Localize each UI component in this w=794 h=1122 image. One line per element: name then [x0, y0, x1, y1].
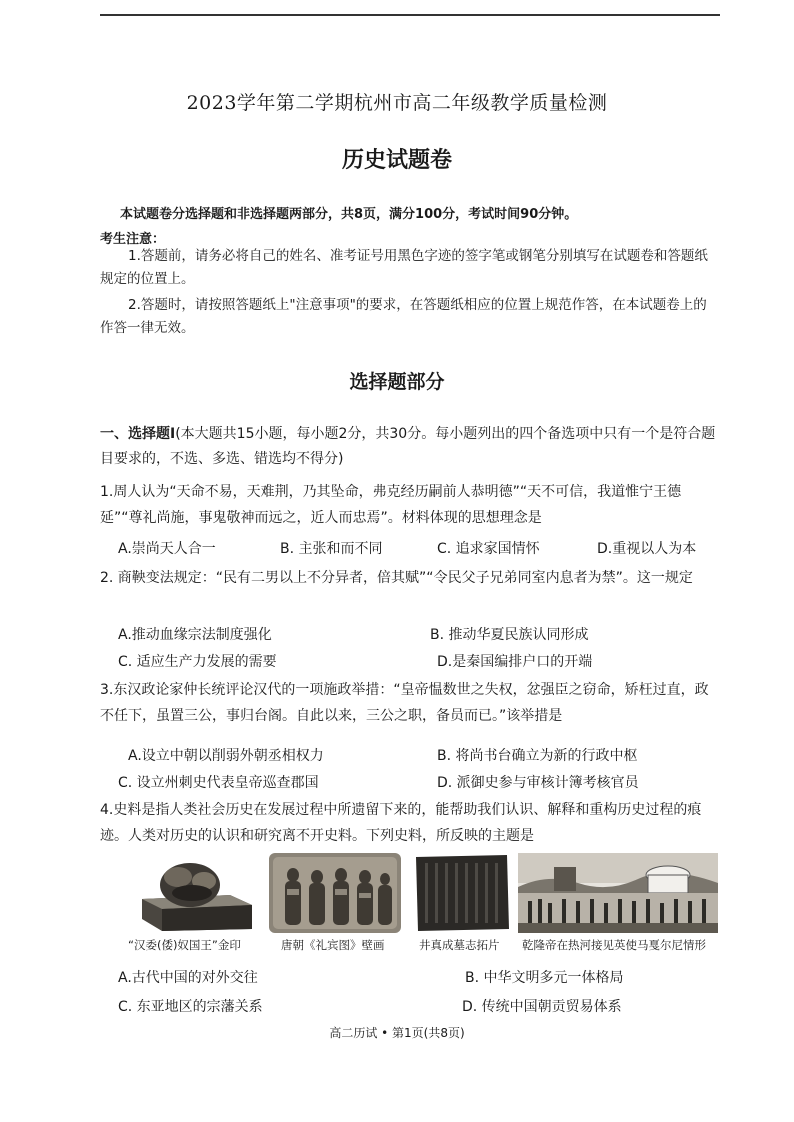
- question-4-option-a[interactable]: A.古代中国的对外交往: [118, 970, 258, 986]
- caption-qianlong-audience: 乾隆帝在热河接见英使马戛尔尼情形: [522, 938, 706, 952]
- top-rule: [100, 14, 720, 16]
- caption-gold-seal: “汉委(倭)奴国王”金印: [128, 938, 241, 952]
- section-title: 选择题部分: [349, 371, 445, 393]
- exam-intro: 本试题卷分选择题和非选择题两部分，共8页，满分100分，考试时间90分钟。: [120, 207, 578, 222]
- notice-item-1: 1.答题前，请务必将自己的姓名、准考证号用黑色字迹的签字笔或钢笔分别填写在试题卷和答题纸规定的位置上。: [100, 248, 708, 287]
- question-3-stem: 3.东汉政论家仲长统评论汉代的一项施政举措：“皇帝愠数世之失权，忿强臣之窃命，矫枉过直，政不任下，虽置三公，事归台阁。自此以来，三公之职，备员而已。”该举措是: [100, 682, 709, 724]
- question-3-option-c[interactable]: C. 设立州刺史代表皇帝巡查郡国: [118, 775, 319, 791]
- epitaph-rubbing-image: [413, 853, 511, 933]
- caption-epitaph-rubbing: 井真成墓志拓片: [419, 938, 500, 952]
- question-4-option-b[interactable]: B. 中华文明多元一体格局: [465, 970, 624, 986]
- question-1-option-a[interactable]: A.崇尚天人合一: [118, 541, 216, 557]
- question-4-stem: 4.史料是指人类社会历史在发展过程中所遗留下来的，能帮助我们认识、解释和重构历史过程的痕迹。人类对历史的认识和研究离不开史料。下列史料，所反映的主题是: [100, 802, 702, 844]
- question-2-option-b[interactable]: B. 推动华夏民族认同形成: [430, 627, 589, 643]
- part-instructions: [100, 422, 722, 472]
- question-2-stem: 2. 商鞅变法规定：“民有二男以上不分异者，倍其赋”“令民父子兄弟同室内息者为禁”。这一规定: [100, 570, 693, 586]
- question-2-option-d[interactable]: D.是秦国编排户口的开端: [437, 654, 593, 670]
- question-4-option-d[interactable]: D. 传统中国朝贡贸易体系: [462, 999, 622, 1015]
- question-3-option-b[interactable]: B. 将尚书台确立为新的行政中枢: [437, 748, 638, 764]
- question-1-option-b[interactable]: B. 主张和而不同: [280, 541, 383, 557]
- page-footer: 高二历试 • 第1页(共8页): [329, 1026, 465, 1040]
- question-1-option-c[interactable]: C. 追求家国情怀: [437, 541, 540, 557]
- exam-title: 2023学年第二学期杭州市高二年级教学质量检测: [186, 92, 608, 114]
- question-1-option-d[interactable]: D.重视以人为本: [597, 541, 697, 557]
- question-3-option-a[interactable]: A.设立中朝以削弱外朝丞相权力: [128, 748, 324, 764]
- question-1-stem: 1.周人认为“天命不易，天难荆，乃其坠命，弗克经历嗣前人恭明德”“天不可信，我道惟宁王德延”“尊礼尚施，事鬼敬神而远之，近人而忠焉”。材料体现的思想理念是: [100, 484, 682, 526]
- notice-item-2: 2.答题时，请按照答题纸上"注意事项"的要求，在答题纸相应的位置上规范作答，在本试题卷上的作答一律无效。: [100, 297, 707, 336]
- question-2-option-c[interactable]: C. 适应生产力发展的需要: [118, 654, 277, 670]
- question-4-option-c[interactable]: C. 东亚地区的宗藩关系: [118, 999, 263, 1015]
- tang-mural-image: [269, 853, 401, 933]
- gold-seal-image: [132, 853, 260, 933]
- question-3-option-d[interactable]: D. 派御史参与审核计簿考核官员: [437, 775, 639, 791]
- question-2-option-a[interactable]: A.推动血缘宗法制度强化: [118, 627, 272, 643]
- qianlong-audience-image: [518, 853, 718, 933]
- part-label: 一、选择题Ⅰ: [100, 426, 176, 442]
- exam-subject: 历史试题卷: [341, 148, 452, 173]
- part-description: (本大题共15小题，每小题2分，共30分。每小题列出的四个备选项中只有一个是符合题目要求的，不选、多选、错选均不得分): [100, 426, 716, 467]
- caption-tang-mural: 唐朝《礼宾图》壁画: [281, 938, 385, 952]
- notice-heading: 考生注意：: [100, 232, 166, 247]
